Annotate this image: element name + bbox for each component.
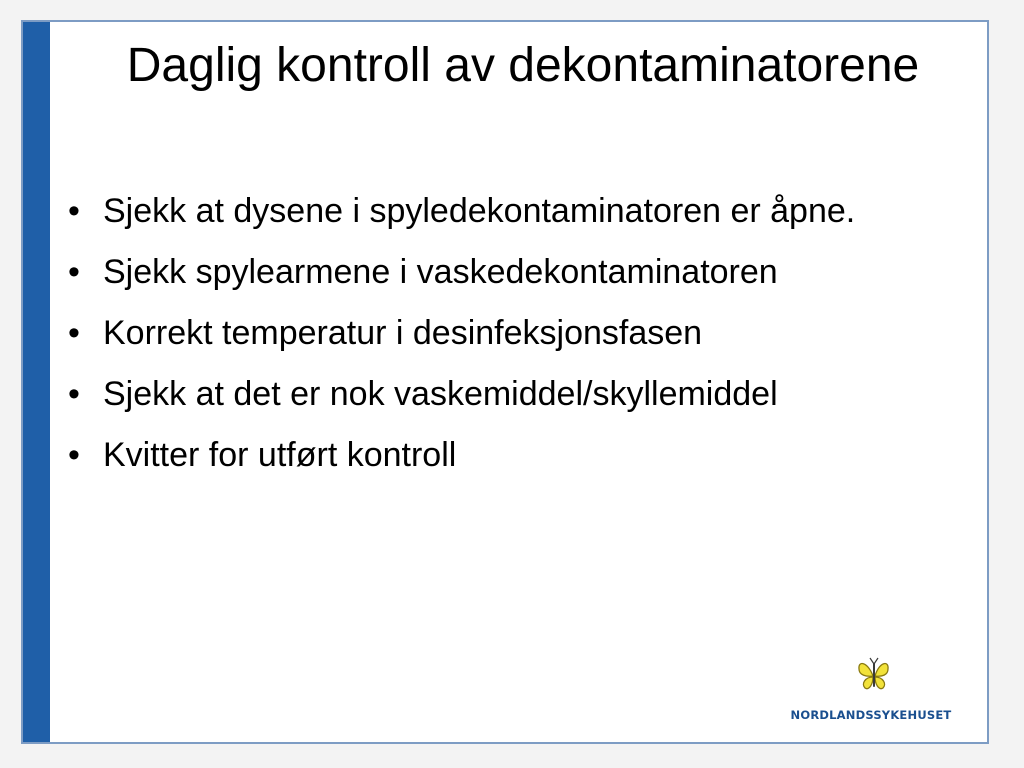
bullet-marker: • [68, 436, 80, 474]
bullet-text: Sjekk spylearmene i vaskedekontaminatoren [103, 253, 778, 291]
bullet-text: Sjekk at dysene i spyledekontaminatoren er åpne. [103, 192, 856, 230]
bullet-text: Sjekk at det er nok vaskemiddel/skyllemiddel [103, 375, 778, 413]
bullet-marker: • [68, 314, 80, 352]
bullet-text: Korrekt temperatur i desinfeksjonsfasen [103, 314, 703, 352]
slide-title: Daglig kontroll av dekontaminatorene [126, 39, 920, 92]
bullet-marker: • [68, 253, 80, 291]
bullet-marker: • [68, 192, 80, 230]
bullet-item [59, 432, 959, 479]
bullet-item [59, 249, 959, 296]
bullet-item [59, 371, 959, 418]
bullet-item [59, 188, 959, 235]
left-accent-band [23, 22, 50, 742]
logo-text: NORDLANDSSYKEHUSET [790, 708, 952, 722]
bullet-marker: • [68, 375, 80, 413]
bullet-text: Kvitter for utført kontroll [103, 436, 457, 474]
nordlandssykehuset-logo [786, 656, 956, 722]
bullet-list [59, 188, 959, 493]
bullet-item [59, 310, 959, 357]
slide [21, 20, 989, 744]
butterfly-icon [856, 656, 892, 694]
